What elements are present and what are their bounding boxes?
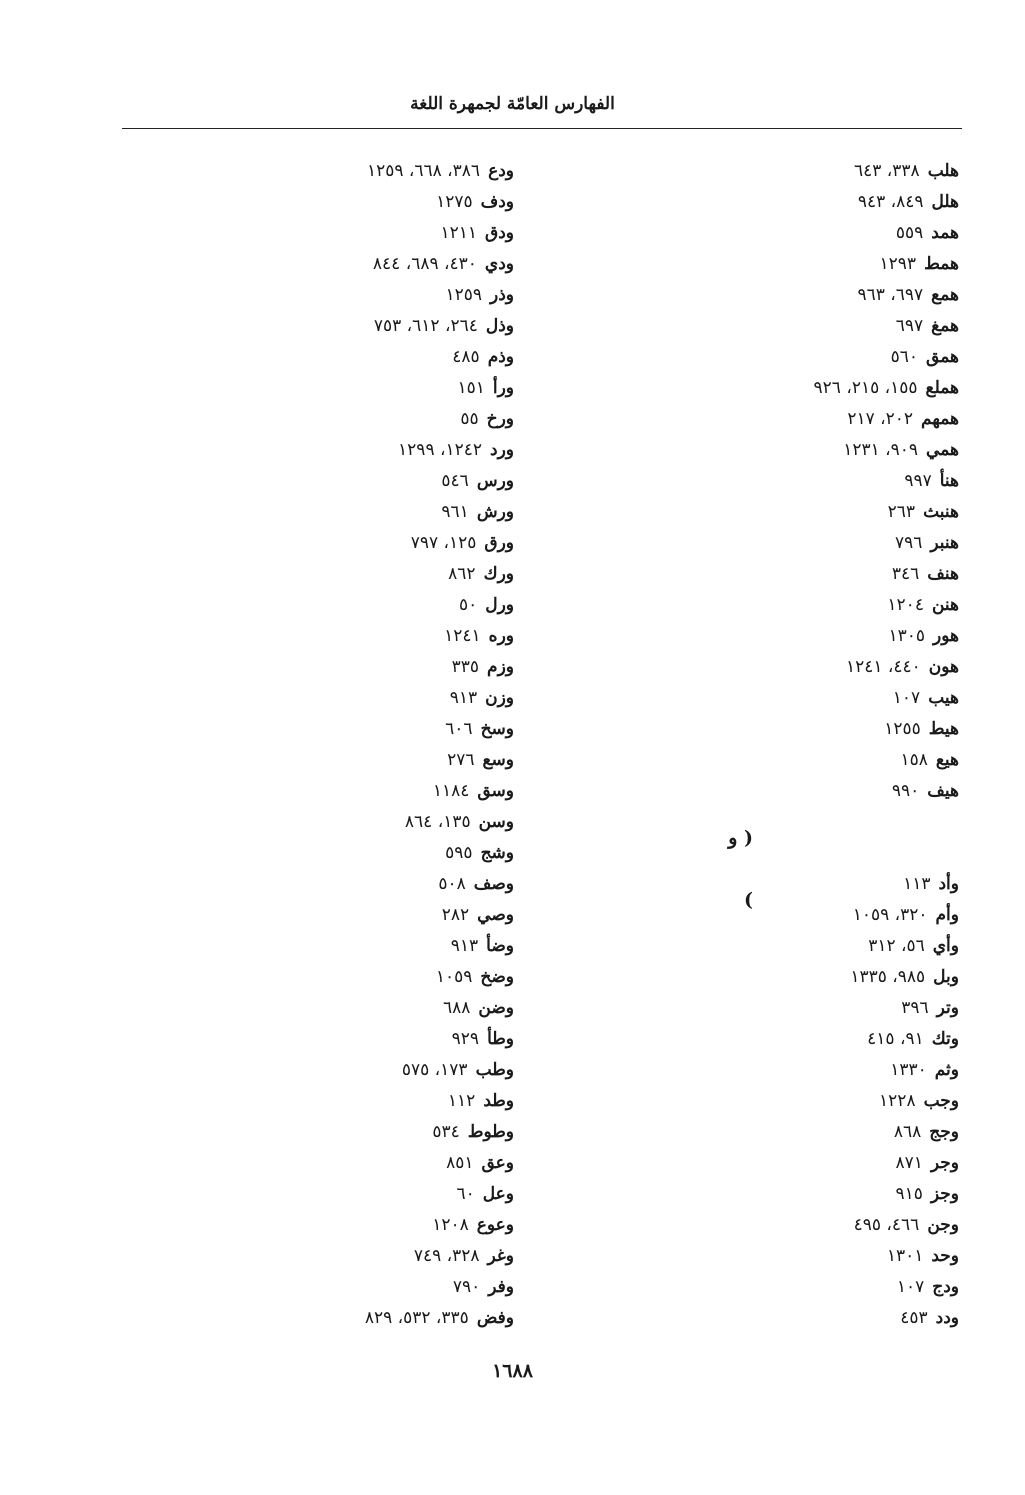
entry-root: همع xyxy=(931,285,959,305)
entry-pages: ٤٣٠، ٦٨٩، ٨٤٤ xyxy=(372,254,477,274)
index-entry xyxy=(254,249,514,280)
entry-root: وسخ xyxy=(480,719,514,739)
entry-pages: ٢٦٤، ٦١٢، ٧٥٣ xyxy=(373,316,478,336)
entry-pages: ١٣٠١ xyxy=(886,1246,924,1266)
entry-pages: ٨٦٢ xyxy=(448,564,476,584)
index-entry xyxy=(719,156,959,187)
index-entry xyxy=(719,1086,959,1117)
index-entry xyxy=(254,466,514,497)
index-entry xyxy=(254,652,514,683)
entry-pages: ١٠٥٩ xyxy=(435,967,473,987)
entry-pages: ١٢٥٥ xyxy=(884,719,921,739)
index-column-left xyxy=(254,156,514,1334)
index-entry xyxy=(254,776,514,807)
index-entry xyxy=(254,1148,514,1179)
entry-pages: ٨٤٩، ٩٤٣ xyxy=(857,192,924,212)
entry-pages: ١٢٢٨ xyxy=(879,1091,916,1111)
entry-root: وأد xyxy=(938,874,959,894)
entry-root: هيط xyxy=(928,719,959,739)
index-entry xyxy=(254,1272,514,1303)
entry-root: هنف xyxy=(927,564,959,584)
running-header: الفهارس العامّة لجمهرة اللغة xyxy=(410,94,615,114)
entry-pages: ٣٣٨، ٦٤٣ xyxy=(854,161,920,181)
entry-root: وغر xyxy=(487,1246,514,1266)
entry-root: هيف xyxy=(927,781,959,801)
index-entry xyxy=(719,311,959,342)
index-entry xyxy=(719,1055,959,1086)
entry-pages: ٤٨٥ xyxy=(452,347,480,367)
entry-root: همق xyxy=(926,347,959,367)
entry-root: ورس xyxy=(476,471,514,491)
entry-root: ورش xyxy=(476,502,514,522)
header-rule xyxy=(122,128,962,129)
index-entry xyxy=(254,559,514,590)
entry-pages: ١١٢ xyxy=(447,1091,476,1111)
index-entry xyxy=(719,404,959,435)
entry-pages: ٩١٥ xyxy=(895,1184,923,1204)
index-entry xyxy=(719,1241,959,1272)
entry-root: وطوط xyxy=(467,1122,514,1142)
entry-pages: ١٢٤١ xyxy=(444,626,481,646)
index-entry xyxy=(719,466,959,497)
entry-root: ودد xyxy=(935,1308,959,1328)
entry-root: وسع xyxy=(482,750,514,770)
index-entry xyxy=(254,900,514,931)
entry-root: هنأ xyxy=(939,471,959,491)
entry-pages: ٥٤٦ xyxy=(441,471,469,491)
index-entry xyxy=(719,621,959,652)
entry-root: وذل xyxy=(485,316,514,336)
index-entry xyxy=(719,497,959,528)
index-entry xyxy=(719,714,959,745)
index-entry xyxy=(719,1303,959,1334)
index-entry xyxy=(719,993,959,1024)
entry-pages: ١٢٠٤ xyxy=(887,595,924,615)
entry-pages: ١٢٥، ٧٩٧ xyxy=(410,533,477,553)
entry-pages: ٣٢٨، ٧٤٩ xyxy=(413,1246,480,1266)
entry-root: همد xyxy=(931,223,959,243)
entry-root: وجز xyxy=(930,1184,959,1204)
entry-pages: ٦٨٨ xyxy=(443,998,471,1018)
entry-root: وفض xyxy=(476,1308,514,1328)
page-number: ١٦٨٨ xyxy=(492,1360,533,1382)
entry-root: وره xyxy=(488,626,514,646)
entry-root: وصف xyxy=(473,874,514,894)
entry-pages: ١٣٣٠ xyxy=(890,1060,927,1080)
index-entry xyxy=(254,373,514,404)
entry-root: وتك xyxy=(931,1029,959,1049)
entry-pages: ٥٩٥ xyxy=(445,843,473,863)
index-entry xyxy=(254,869,514,900)
entry-pages: ٩٩٧ xyxy=(904,471,932,491)
entry-root: وثم xyxy=(934,1060,959,1080)
entry-root: ودق xyxy=(485,223,514,243)
entry-pages: ٥٠ xyxy=(458,595,478,615)
entry-pages: ١٢٠٨ xyxy=(432,1215,469,1235)
index-entry xyxy=(719,590,959,621)
entry-pages: ٥٥ xyxy=(460,409,479,429)
entry-root: وسق xyxy=(477,781,514,801)
entry-root: ورخ xyxy=(486,409,514,429)
entry-pages: ١٢١١ xyxy=(440,223,478,243)
index-entry xyxy=(719,435,959,466)
entry-pages: ٣٩٦ xyxy=(901,998,929,1018)
index-entry xyxy=(254,621,514,652)
index-entry xyxy=(719,745,959,776)
entry-pages: ٤٥٣ xyxy=(900,1308,928,1328)
entry-pages: ٣٢٠، ١٠٥٩ xyxy=(852,905,928,925)
index-entry xyxy=(254,528,514,559)
entry-root: وعوع xyxy=(476,1215,514,1235)
index-entry xyxy=(719,249,959,280)
entry-pages: ٩٦١ xyxy=(441,502,469,522)
entry-pages: ٥٠٨ xyxy=(438,874,466,894)
index-entry xyxy=(719,1179,959,1210)
index-entry xyxy=(719,1148,959,1179)
entry-pages: ١٢٩٣ xyxy=(879,254,917,274)
index-entry xyxy=(254,342,514,373)
index-entry xyxy=(254,1117,514,1148)
index-entry xyxy=(254,1024,514,1055)
entry-root: هور xyxy=(933,626,959,646)
entry-root: وحد xyxy=(931,1246,959,1266)
index-column-right xyxy=(719,156,959,1334)
entry-pages: ٣٣٥ xyxy=(451,657,480,677)
entry-pages: ١٧٣، ٥٧٥ xyxy=(401,1060,468,1080)
index-entry xyxy=(254,807,514,838)
entry-root: وعل xyxy=(482,1184,514,1204)
index-entry xyxy=(719,869,959,900)
entry-root: وزن xyxy=(485,688,514,708)
index-entry xyxy=(719,1272,959,1303)
entry-pages: ٦٠٦ xyxy=(445,719,473,739)
entry-root: وأم xyxy=(935,905,959,925)
index-entry xyxy=(719,187,959,218)
index-entry xyxy=(254,435,514,466)
entry-root: وطد xyxy=(483,1091,514,1111)
entry-root: وجن xyxy=(927,1215,959,1235)
index-entry xyxy=(254,931,514,962)
index-entry xyxy=(254,218,514,249)
entry-root: وشج xyxy=(480,843,514,863)
entry-pages: ٥٥٩ xyxy=(895,223,924,243)
index-entry xyxy=(254,1241,514,1272)
entry-root: ودع xyxy=(488,161,514,181)
entry-root: وجر xyxy=(930,1153,959,1173)
entry-root: ودف xyxy=(480,192,514,212)
entry-pages: ٣٤٦ xyxy=(891,564,920,584)
entry-pages: ٨٧١ xyxy=(895,1153,923,1173)
entry-pages: ٢٨٢ xyxy=(441,905,470,925)
index-entry xyxy=(254,311,514,342)
entry-root: وبل xyxy=(933,967,959,987)
entry-pages: ٩٢٩ xyxy=(451,1029,480,1049)
entry-pages: ٩٩٠ xyxy=(891,781,920,801)
entry-root: وعق xyxy=(481,1153,514,1173)
index-entry xyxy=(254,962,514,993)
index-entry xyxy=(254,683,514,714)
entry-root: هلب xyxy=(927,161,959,181)
entry-root: ورد xyxy=(490,440,514,460)
entry-pages: ٢٦٣ xyxy=(887,502,916,522)
entry-pages: ٥٣٤ xyxy=(432,1122,460,1142)
entry-pages: ٩٨٥، ١٣٣٥ xyxy=(850,967,926,987)
entry-pages: ١١٨٤ xyxy=(432,781,470,801)
index-entry xyxy=(254,497,514,528)
entry-pages: ٨٥١ xyxy=(446,1153,474,1173)
index-entry xyxy=(719,962,959,993)
index-entry xyxy=(254,838,514,869)
entry-root: ورق xyxy=(484,533,514,553)
entry-root: وذر xyxy=(490,285,514,305)
entry-root: هون xyxy=(928,657,959,677)
index-entry xyxy=(254,280,514,311)
entry-pages: ٧٩٦ xyxy=(894,533,923,553)
entry-pages: ١٢٥٩ xyxy=(445,285,482,305)
entry-root: وتر xyxy=(936,998,959,1018)
entry-pages: ١٠٧ xyxy=(896,1277,925,1297)
entry-root: هلل xyxy=(931,192,959,212)
entry-root: وذم xyxy=(487,347,514,367)
index-entry xyxy=(719,652,959,683)
index-entry xyxy=(719,218,959,249)
entry-pages: ٦٩٧ xyxy=(895,316,924,336)
index-entry xyxy=(254,1086,514,1117)
entry-root: همط xyxy=(924,254,959,274)
entry-root: هيع xyxy=(935,750,959,770)
entry-root: وسن xyxy=(478,812,514,832)
entry-root: وضن xyxy=(478,998,514,1018)
entry-root: ورك xyxy=(483,564,514,584)
index-entry xyxy=(254,187,514,218)
index-entry xyxy=(254,1303,514,1334)
index-entry xyxy=(719,1117,959,1148)
index-entry xyxy=(254,404,514,435)
entry-pages: ١٢٧٥ xyxy=(436,192,473,212)
entry-root: ودي xyxy=(484,254,514,274)
entry-pages: ١٠٧ xyxy=(892,688,921,708)
index-entry xyxy=(719,776,959,807)
entry-root: وطأ xyxy=(487,1029,514,1049)
index-entry xyxy=(254,1179,514,1210)
entry-pages: ٣٣٥، ٥٣٢، ٨٢٩ xyxy=(364,1308,469,1328)
entry-root: ورأ xyxy=(492,378,514,398)
entry-pages: ١٣٠٥ xyxy=(888,626,926,646)
index-entry xyxy=(719,559,959,590)
entry-root: همغ xyxy=(931,316,959,336)
entry-pages: ٢٧٦ xyxy=(447,750,475,770)
index-entry xyxy=(254,590,514,621)
index-entry xyxy=(719,342,959,373)
entry-pages: ٩١٣ xyxy=(450,936,479,956)
entry-root: وزم xyxy=(487,657,514,677)
entry-root: هنن xyxy=(931,595,959,615)
entry-pages: ٢٠٢، ٢١٧ xyxy=(847,409,914,429)
entry-pages: ٦٩٧، ٩٦٣ xyxy=(857,285,924,305)
entry-pages: ٩٠٩، ١٢٣١ xyxy=(843,440,919,460)
index-entry xyxy=(719,900,959,931)
entry-root: وطب xyxy=(475,1060,514,1080)
entry-pages: ٩١، ٤١٥ xyxy=(867,1029,924,1049)
entry-pages: ٦٠ xyxy=(456,1184,475,1204)
entry-pages: ٤٦٦، ٤٩٥ xyxy=(853,1215,920,1235)
entry-root: هنبر xyxy=(930,533,959,553)
entry-pages: ٩١٣ xyxy=(449,688,478,708)
entry-pages: ٤٤٠، ١٢٤١ xyxy=(845,657,921,677)
index-entry xyxy=(719,528,959,559)
index-entry xyxy=(254,156,514,187)
entry-root: وفر xyxy=(488,1277,514,1297)
entry-root: هنبث xyxy=(923,502,959,522)
entry-pages: ١٥٥، ٢١٥، ٩٢٦ xyxy=(813,378,918,398)
index-entry xyxy=(719,1024,959,1055)
entry-pages: ٧٩٠ xyxy=(452,1277,481,1297)
entry-root: همهم xyxy=(921,409,959,429)
entry-pages: ٨٦٨ xyxy=(893,1122,922,1142)
entry-pages: ٥٦٠ xyxy=(890,347,919,367)
entry-pages: ١٥٨ xyxy=(900,750,928,770)
index-entry xyxy=(254,1210,514,1241)
entry-pages: ١٢٤٢، ١٢٩٩ xyxy=(398,440,482,460)
entry-pages: ١١٣ xyxy=(903,874,931,894)
entry-root: وجب xyxy=(923,1091,959,1111)
index-entry xyxy=(719,280,959,311)
index-entry xyxy=(254,993,514,1024)
entry-pages: ١٣٥، ٨٦٤ xyxy=(404,812,471,832)
entry-root: هيب xyxy=(928,688,959,708)
section-heading-waw: ( و ) xyxy=(728,827,753,911)
entry-root: همي xyxy=(926,440,959,460)
entry-pages: ٥٦، ٣١٢ xyxy=(868,936,925,956)
entry-root: وضخ xyxy=(480,967,514,987)
entry-root: ورل xyxy=(485,595,514,615)
index-entry xyxy=(719,373,959,404)
index-entry xyxy=(254,745,514,776)
index-entry xyxy=(254,1055,514,1086)
entry-root: وصي xyxy=(477,905,514,925)
entry-root: وأي xyxy=(932,936,959,956)
index-entry xyxy=(719,683,959,714)
entry-root: هملع xyxy=(925,378,959,398)
entry-pages: ٣٨٦، ٦٦٨، ١٢٥٩ xyxy=(366,161,481,181)
index-entry xyxy=(719,931,959,962)
entry-root: وجج xyxy=(929,1122,959,1142)
entry-root: وضأ xyxy=(486,936,514,956)
index-entry xyxy=(254,714,514,745)
entry-root: ودج xyxy=(932,1277,959,1297)
entry-pages: ١٥١ xyxy=(457,378,485,398)
index-entry xyxy=(719,1210,959,1241)
